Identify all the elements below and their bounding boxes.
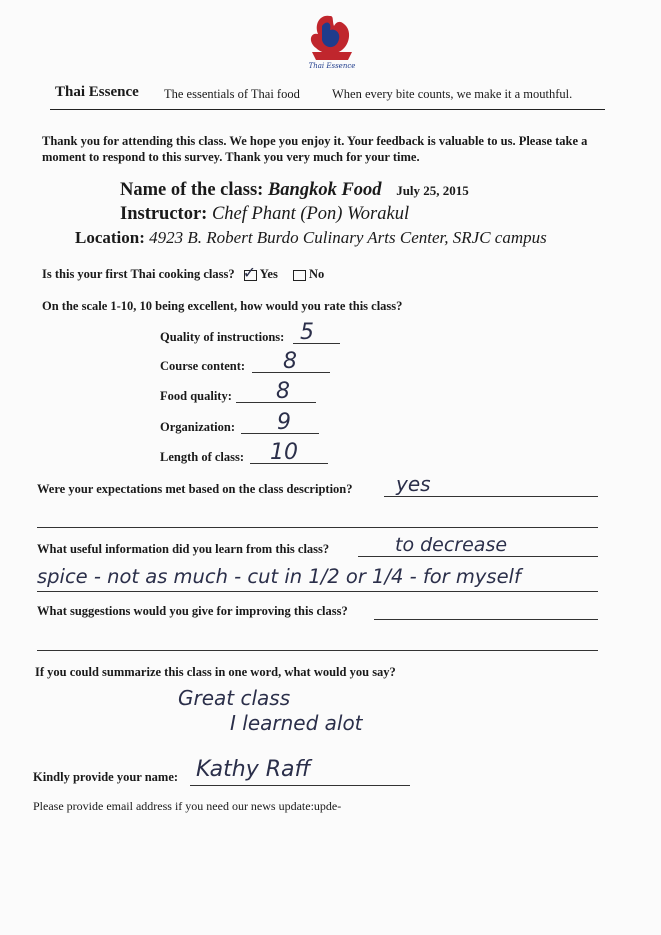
email-row: [33, 799, 341, 814]
rating-label-quality: Quality of instructions:: [160, 330, 285, 344]
instructor-row: [120, 204, 409, 225]
yes-checkbox[interactable]: [242, 262, 257, 282]
location-label: Location:: [75, 228, 145, 247]
email-label: Please provide email address if you need our news update:: [33, 799, 314, 813]
first-class-question: Is this your first Thai cooking class?: [42, 267, 235, 281]
suggestions-question: What suggestions would you give for improving this class?: [37, 604, 348, 618]
location-value: 4923 B. Robert Burdo Culinary Arts Center, SRJC campus: [149, 228, 547, 247]
rating-value-food[interactable]: 8: [276, 379, 290, 404]
rating-line-food: [236, 402, 316, 403]
rating-value-quality[interactable]: 5: [300, 320, 314, 345]
tagline-primary: The essentials of Thai food: [164, 87, 300, 101]
thai-essence-logo: [300, 8, 364, 78]
rating-line-quality: [293, 343, 340, 344]
name-label: Kindly provide your name:: [33, 770, 179, 784]
summary-question: If you could summarize this class in one word, what would you say?: [35, 665, 396, 679]
class-name-row: [120, 180, 469, 201]
no-option-label: No: [308, 267, 325, 281]
expectations-line-2: [37, 527, 598, 528]
name-line: [190, 785, 410, 786]
rating-label-organization: Organization:: [160, 420, 235, 434]
logo-text: Thai Essence: [308, 62, 356, 70]
header-divider: [50, 109, 605, 110]
summary-answer-line1[interactable]: Great class: [178, 686, 291, 710]
rating-label-content: Course content:: [160, 359, 246, 373]
useful-answer-line2[interactable]: spice - not as much - cut in 1/2 or 1/4 - for myself: [37, 565, 521, 588]
rating-value-length[interactable]: 10: [270, 440, 298, 465]
brand-name: Thai Essence: [55, 84, 139, 100]
useful-line: [358, 556, 598, 557]
useful-line-2: [37, 591, 598, 592]
first-class-row: [42, 262, 325, 282]
no-checkbox[interactable]: [293, 270, 306, 281]
instructor-label: Instructor:: [120, 204, 208, 224]
email-value[interactable]: upde-: [313, 799, 342, 813]
summary-answer-line2[interactable]: I learned alot: [230, 711, 363, 735]
yes-option-label: Yes: [259, 267, 278, 281]
useful-answer-line1[interactable]: to decrease: [395, 534, 508, 556]
rating-line-organization: [241, 433, 319, 434]
tagline-secondary: When every bite counts, we make it a mouthful.: [332, 87, 573, 101]
scale-question: On the scale 1-10, 10 being excellent, how would you rate this class?: [42, 299, 403, 313]
rating-value-organization[interactable]: 9: [277, 410, 291, 435]
class-name-value: Bangkok Food: [267, 180, 382, 200]
expectations-line: [384, 496, 598, 497]
location-row: [75, 228, 547, 248]
checkmark-icon: ✓: [242, 262, 257, 282]
class-date: July 25, 2015: [396, 183, 469, 198]
class-name-label: Name of the class:: [120, 180, 264, 200]
expectations-question: Were your expectations met based on the class description?: [37, 482, 353, 496]
rating-value-content[interactable]: 8: [283, 349, 297, 374]
suggestions-line[interactable]: [374, 619, 598, 620]
useful-question: What useful information did you learn from this class?: [37, 542, 330, 556]
instructor-value: Chef Phant (Pon) Worakul: [211, 204, 410, 224]
suggestions-line-2[interactable]: [37, 650, 598, 651]
expectations-answer[interactable]: yes: [396, 472, 431, 496]
rating-label-length: Length of class:: [160, 450, 245, 464]
rating-line-length: [250, 463, 328, 464]
signature[interactable]: Kathy Raff: [196, 757, 311, 782]
rating-line-content: [252, 372, 330, 373]
rating-label-food: Food quality:: [160, 389, 232, 403]
intro-text: Thank you for attending this class. We hope you enjoy it. Your feedback is valuable to us. Please take a moment to respond to this survey. Thank you very much for your time.: [42, 134, 588, 164]
